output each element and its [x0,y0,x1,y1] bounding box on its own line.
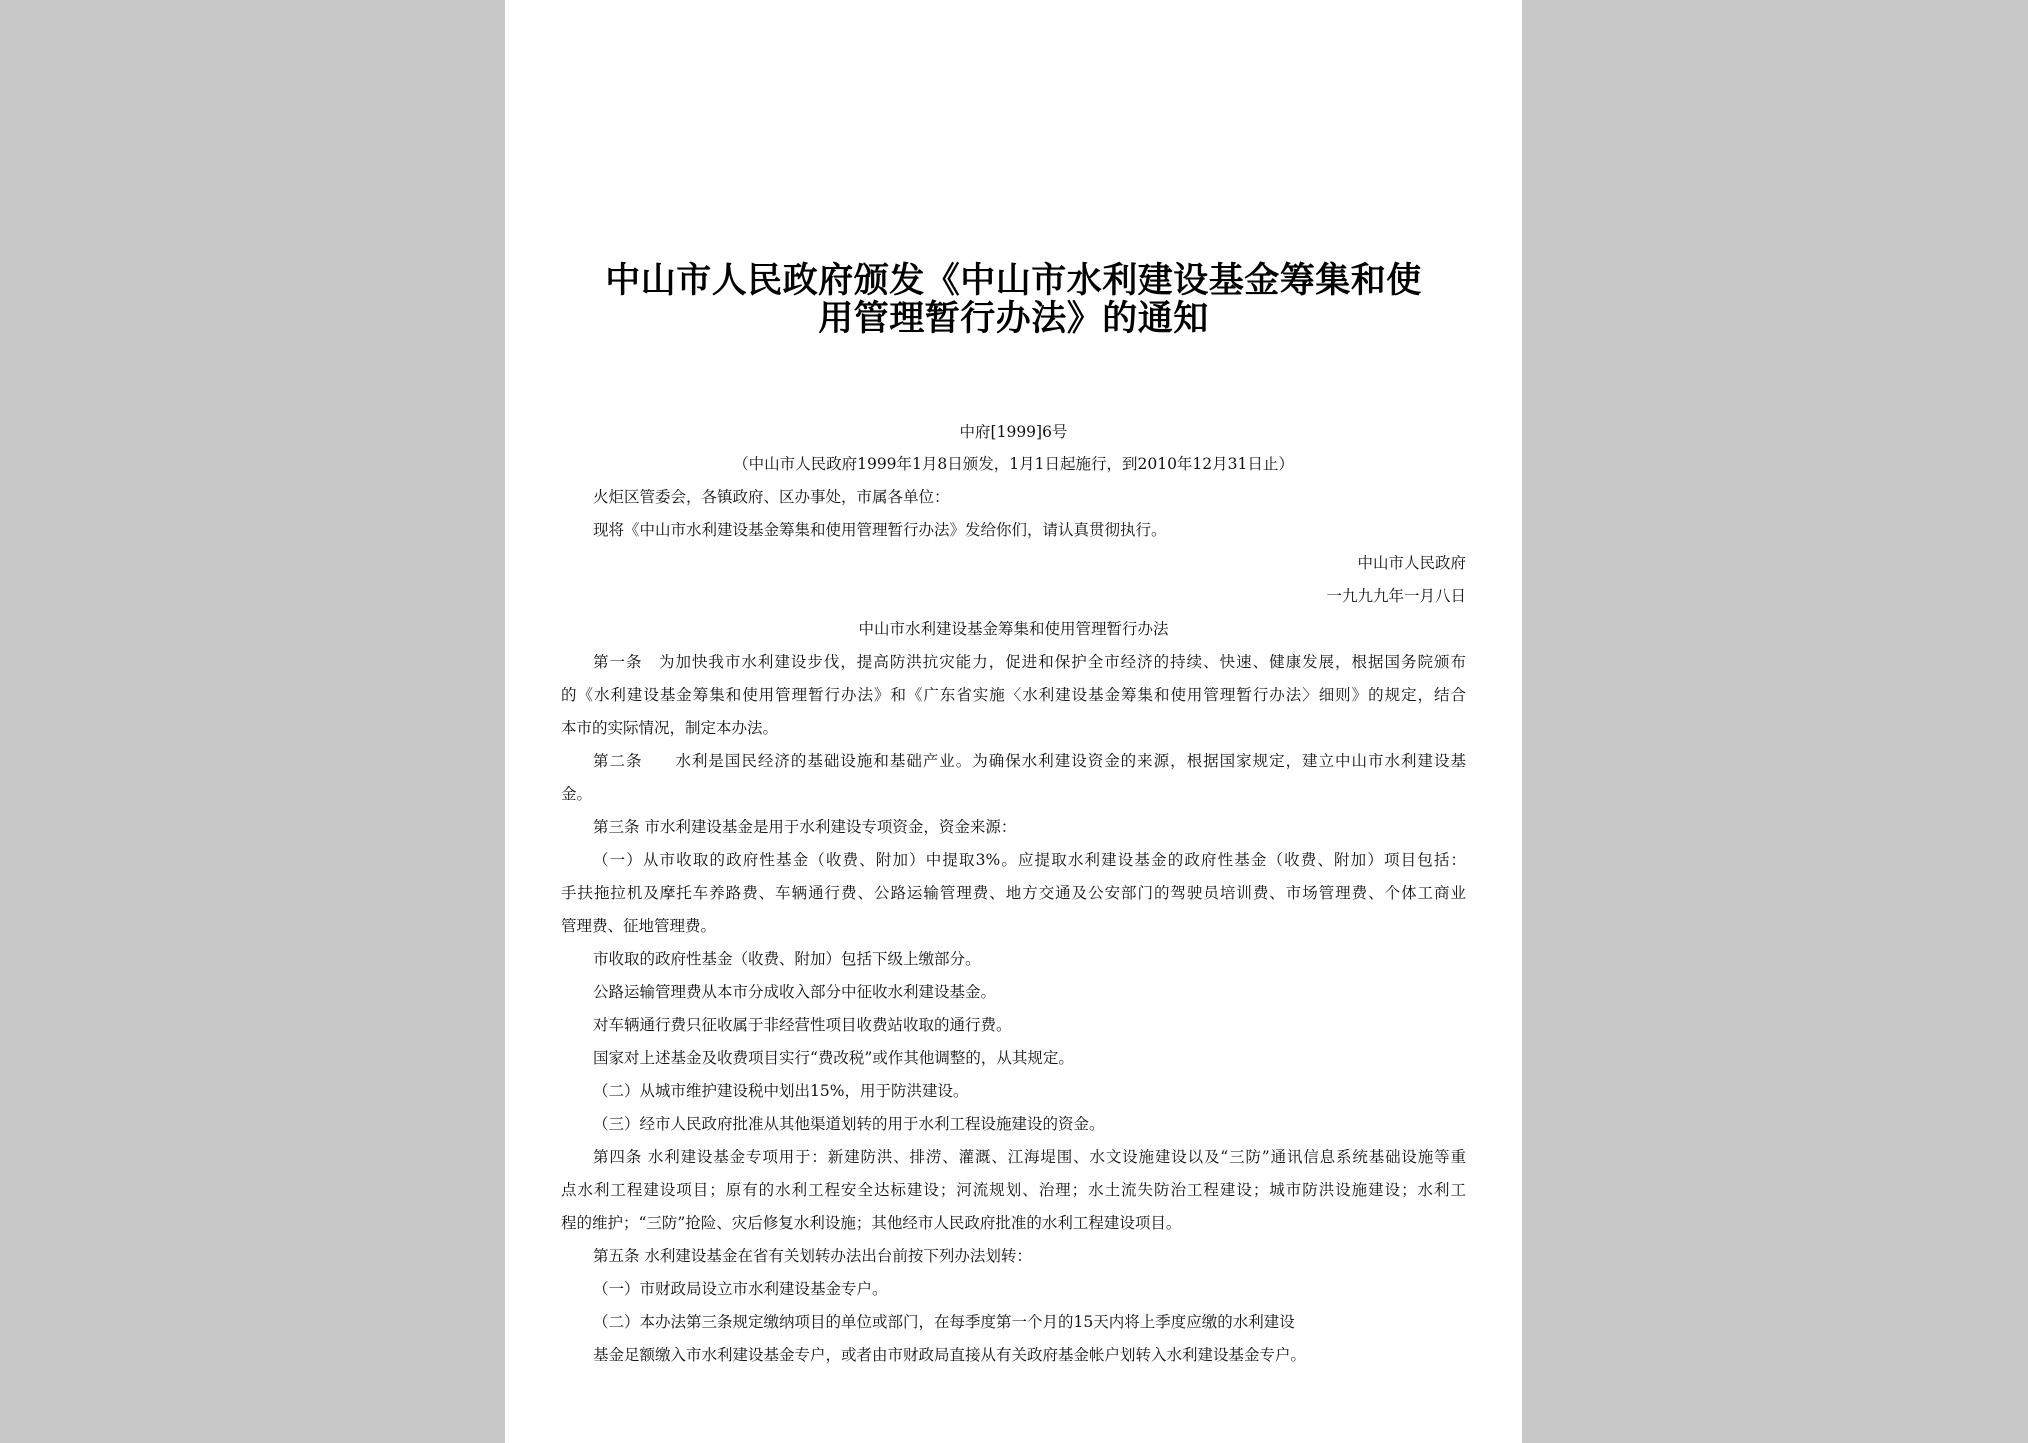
article-3-paragraph-1: 市收取的政府性基金（收费、附加）包括下级上缴部分。 [593,950,981,968]
document-title [545,262,1482,338]
article-5-item-1: （一）市财政局设立市水利建设基金专户。 [593,1280,888,1298]
article-3-item-2: （二）从城市维护建设税中划出15%，用于防洪建设。 [593,1082,969,1100]
article-3-paragraph-4: 国家对上述基金及收费项目实行“费改税”或作其他调整的，从其规定。 [593,1049,1074,1067]
notice-text: 现将《中山市水利建设基金筹集和使用管理暂行办法》发给你们，请认真贯彻执行。 [593,521,1167,539]
article-1-line-2: 的《水利建设基金筹集和使用管理暂行办法》和《广东省实施〈水利建设基金筹集和使用管理暂行办法〉细则》的规定，结合 [561,686,1466,704]
document-number: 中府[1999]6号 [959,423,1068,441]
subtitle: 中山市水利建设基金筹集和使用管理暂行办法 [858,620,1169,638]
article-4-line-3: 程的维护；“三防”抢险、灾后修复水利设施；其他经市人民政府批准的水利工程建设项目。 [561,1214,1182,1232]
article-3-line-1: 第三条 市水利建设基金是用于水利建设专项资金，资金来源： [593,818,1017,836]
article-5-line-1: 第五条 水利建设基金在省有关划转办法出台前按下列办法划转： [593,1247,1032,1265]
article-3-paragraph-3: 对车辆通行费只征收属于非经营性项目收费站收取的通行费。 [593,1016,1012,1034]
title-line-1: 中山市人民政府颁发《中山市水利建设基金筹集和使 [605,261,1422,301]
issue-info: （中山市人民政府1999年1月8日颁发，1月1日起施行，到2010年12月31日止） [733,455,1294,473]
issue-date: 一九九九年一月八日 [1326,587,1466,605]
title-line-2: 用管理暂行办法》的通知 [818,299,1209,339]
article-2-line-2: 金。 [561,785,593,803]
article-2-line-1: 第二条 水利是国民经济的基础设施和基础产业。为确保水利建设资金的来源，根据国家规定，建立中山市水利建设基 [593,752,1466,770]
article-3-item-1-line-2: 手扶拖拉机及摩托车养路费、车辆通行费、公路运输管理费、地方交通及公安部门的驾驶员培训费、市场管理费、个体工商业 [561,884,1466,902]
article-3-item-1-line-1: （一）从市收取的政府性基金（收费、附加）中提取3%。应提取水利建设基金的政府性基金（收费、附加）项目包括： [593,851,1466,869]
article-4-line-2: 点水利工程建设项目；原有的水利工程安全达标建设；河流规划、治理；水土流失防治工程建设；城市防洪设施建设；水利工 [561,1181,1466,1199]
issuer: 中山市人民政府 [1357,554,1466,572]
article-1-line-1: 第一条 为加快我市水利建设步伐，提高防洪抗灾能力，促进和保护全市经济的持续、快速、健康发展，根据国务院颁布 [593,653,1466,671]
recipients: 火炬区管委会，各镇政府、区办事处，市属各单位： [593,488,950,506]
article-5-item-2-line-2: 基金足额缴入市水利建设基金专户，或者由市财政局直接从有关政府基金帐户划转入水利建设基金专户。 [593,1346,1307,1364]
article-5-item-2-line-1: （二）本办法第三条规定缴纳项目的单位或部门，在每季度第一个月的15天内将上季度应缴的水利建设 [593,1313,1295,1331]
article-4-line-1: 第四条 水利建设基金专项用于：新建防洪、排涝、灌溉、江海堤围、水文设施建设以及“三防”通讯信息系统基础设施等重 [593,1148,1466,1166]
article-3-item-3: （三）经市人民政府批准从其他渠道划转的用于水利工程设施建设的资金。 [593,1115,1105,1133]
article-3-item-1-line-3: 管理费、征地管理费。 [561,917,717,935]
article-1-line-3: 本市的实际情况，制定本办法。 [561,719,779,737]
document-page [505,0,1522,1443]
article-3-paragraph-2: 公路运输管理费从本市分成收入部分中征收水利建设基金。 [593,983,997,1001]
